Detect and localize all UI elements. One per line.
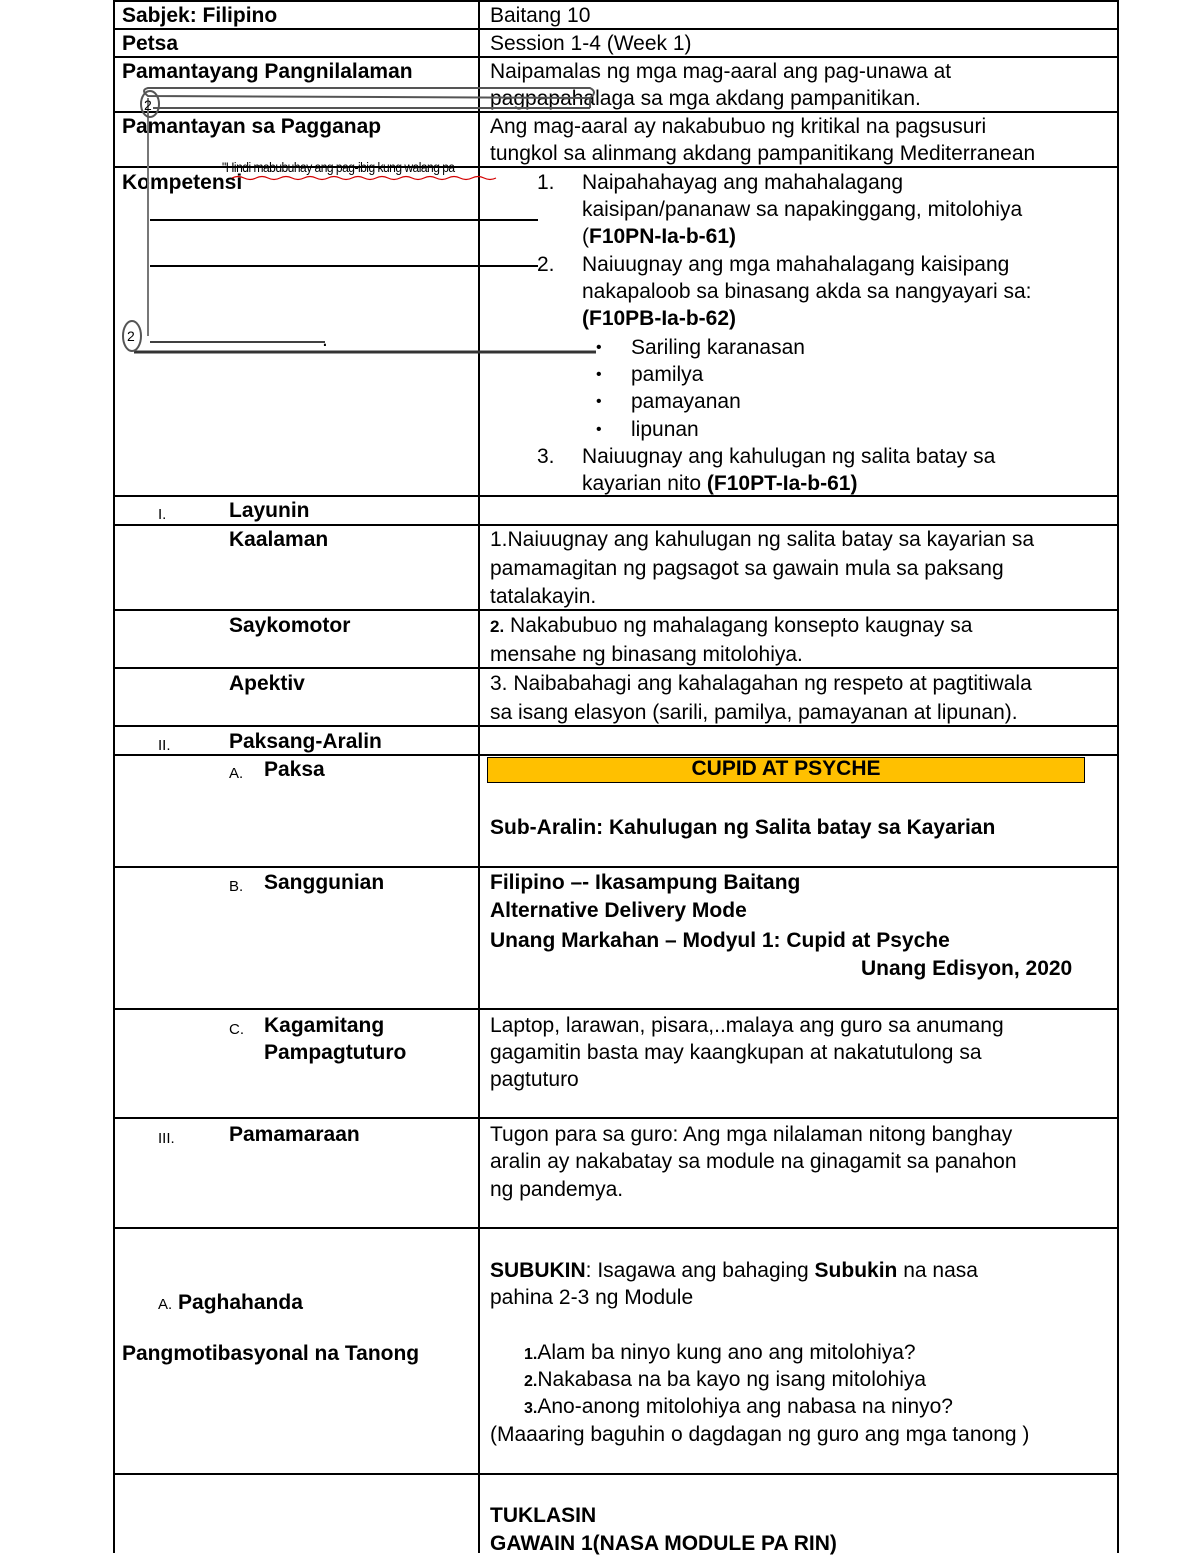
grade-value: Baitang 10 <box>490 4 591 27</box>
competency-2-number: 2. <box>537 253 555 276</box>
bullet-dot: • <box>596 393 602 410</box>
competency-3-line1: Naiuugnay ang kahulugan ng salita batay sa <box>582 445 996 468</box>
performance-standard-line2: tungkol sa alinmang akdang pampanitikang Mediterranean <box>490 142 1036 165</box>
reference-line1: Filipino –- Ikasampung Baitang <box>490 871 801 894</box>
subject-matter-number: II. <box>158 737 171 754</box>
reference-line2: Alternative Delivery Mode <box>490 899 747 922</box>
affective-line1: 3. Naibabahagi ang kahalagahan ng respeto at pagtitiwala <box>490 672 1032 695</box>
materials-line3: pagtuturo <box>490 1068 579 1091</box>
competency-1-code <box>582 223 736 250</box>
procedure-line3: ng pandemya. <box>490 1178 624 1201</box>
affective-line2: sa isang elasyon (sarili, pamilya, pamayanan at lipunan). <box>490 701 1018 724</box>
psychomotor-label: Saykomotor <box>229 614 351 637</box>
competency-3-line2 <box>582 470 857 497</box>
question-item <box>524 1339 916 1368</box>
psychomotor-line1 <box>490 612 972 640</box>
content-standard-line1: Naipamalas ng mga mag-aaral ang pag-unawa at <box>490 60 952 83</box>
procedure-line2: aralin ay nakabatay sa module na ginagamit sa panahon <box>490 1150 1017 1173</box>
objectives-label: Layunin <box>229 499 310 522</box>
topic-letter: A. <box>229 765 244 782</box>
session-value: Session 1-4 (Week 1) <box>490 32 692 55</box>
knowledge-label: Kaalaman <box>229 528 329 551</box>
questions-note: (Maaaring baguhin o dagdagan ng guro ang mga tanong ) <box>490 1423 1030 1446</box>
content-standard-label: Pamantayang Pangnilalaman <box>122 60 413 83</box>
psychomotor-line2: mensahe ng binasang mitolohiya. <box>490 643 803 666</box>
competency-1-line1: Naipahahayag ang mahahalagang <box>582 171 904 194</box>
motivational-question-label: Pangmotibasyonal na Tanong <box>122 1342 420 1365</box>
competency-1-number: 1. <box>537 171 555 194</box>
preparation-heading <box>158 1289 303 1318</box>
bullet-item: pamayanan <box>631 390 741 413</box>
question-number: 1. <box>524 1346 538 1363</box>
reference-letter: B. <box>229 878 244 895</box>
bullet-dot: • <box>596 421 602 438</box>
procedure-number: III. <box>158 1130 175 1147</box>
psychomotor-text: Nakabubuo ng mahalagang konsepto kaugnay sa <box>504 614 973 637</box>
psychomotor-number: 2. <box>490 617 505 636</box>
overlay-scroll-number-top: 2 <box>144 97 152 113</box>
subject-label: Sabjek: Filipino <box>122 4 278 27</box>
competency-3-code: (F10PT-Ia-b-61) <box>706 472 858 495</box>
date-label: Petsa <box>122 32 179 55</box>
materials-line2: gagamitin basta may kaangkupan at nakatutulong sa <box>490 1041 982 1064</box>
subukin-text2: na nasa <box>897 1259 978 1282</box>
procedure-label: Pamamaraan <box>229 1123 360 1146</box>
subukin-text1: : Isagawa ang bahaging <box>585 1259 815 1282</box>
materials-letter: C. <box>229 1021 244 1038</box>
question-item <box>524 1393 953 1422</box>
materials-label-2: Pampagtuturo <box>264 1041 407 1064</box>
subukin-title: SUBUKIN <box>490 1259 586 1282</box>
procedure-line1: Tugon para sa guro: Ang mga nilalaman nitong banghay <box>490 1123 1013 1146</box>
competency-2-line1: Naiuugnay ang mga mahahalagang kaisipang <box>582 253 1010 276</box>
bullet-item: Sariling karanasan <box>631 336 805 359</box>
sub-topic: Sub-Aralin: Kahulugan ng Salita batay sa Kayarian <box>490 816 996 839</box>
knowledge-line1: 1.Naiuugnay ang kahulugan ng salita batay sa kayarian sa <box>490 528 1035 551</box>
materials-line1: Laptop, larawan, pisara,..malaya ang guro sa anumang <box>490 1014 1004 1037</box>
knowledge-line3: tatalakayin. <box>490 585 597 608</box>
reference-line3: Unang Markahan – Modyul 1: Cupid at Psyche <box>490 929 950 952</box>
scroll-overlay-graphic <box>120 86 600 362</box>
topic-label: Paksa <box>264 758 325 781</box>
tuklasin-title: TUKLASIN <box>490 1504 597 1527</box>
question-item <box>524 1366 926 1395</box>
tuklasin-activity: GAWAIN 1(NASA MODULE PA RIN) <box>490 1532 837 1555</box>
overlay-quote: "Hindi mabubuhay ang pag-ibig kung walang pa <box>222 159 455 175</box>
topic-title-banner: CUPID AT PSYCHE <box>487 757 1085 783</box>
bullet-dot: • <box>596 366 602 383</box>
materials-label-1: Kagamitang <box>264 1014 385 1037</box>
reference-line4: Unang Edisyon, 2020 <box>861 957 1073 980</box>
objectives-number: I. <box>158 506 167 523</box>
competency-label: Kompetensi <box>122 171 243 194</box>
bullet-item: lipunan <box>631 418 699 441</box>
question-text: Alam ba ninyo kung ano ang mitolohiya? <box>537 1341 916 1364</box>
subject-matter-label: Paksang-Aralin <box>229 730 382 753</box>
question-number: 2. <box>524 1373 538 1390</box>
performance-standard-line1: Ang mag-aaral ay nakabubuo ng kritikal na pagsusuri <box>490 115 987 138</box>
competency-1-code-text: F10PN-Ia-b-61) <box>589 225 737 248</box>
overlay-period: . <box>322 328 328 351</box>
competency-2-line2: nakapaloob sa binasang akda sa nangyayari sa: <box>582 280 1032 303</box>
competency-1-line2: kaisipan/pananaw sa napakinggang, mitolohiya <box>582 198 1023 221</box>
bullet-item: pamilya <box>631 363 704 386</box>
question-number: 3. <box>524 1400 538 1417</box>
knowledge-line2: pamamagitan ng pagsagot sa gawain mula sa paksang <box>490 557 1004 580</box>
subukin-bold: Subukin <box>814 1259 898 1282</box>
competency-2-code: (F10PB-Ia-b-62) <box>582 307 737 330</box>
bullet-dot: • <box>596 339 602 356</box>
competency-3-number: 3. <box>537 445 555 468</box>
competency-3-line2-text: kayarian nito <box>582 472 702 495</box>
overlay-scroll-number-bottom: 2 <box>127 328 135 344</box>
subukin-line <box>490 1257 978 1284</box>
subukin-line2: pahina 2-3 ng Module <box>490 1286 694 1309</box>
code-paren: ( <box>582 225 589 248</box>
content-standard-line2: pagpapahalaga sa mga akdang pampanitikan. <box>490 87 921 110</box>
preparation-label: Paghahanda <box>178 1291 303 1314</box>
reference-label: Sanggunian <box>264 871 385 894</box>
question-text: Nakabasa na ba kayo ng isang mitolohiya <box>537 1368 927 1391</box>
performance-standard-label: Pamantayan sa Pagganap <box>122 115 382 138</box>
question-text: Ano-anong mitolohiya ang nabasa na ninyo? <box>537 1395 953 1418</box>
affective-label: Apektiv <box>229 672 305 695</box>
preparation-letter: A. <box>158 1296 173 1313</box>
